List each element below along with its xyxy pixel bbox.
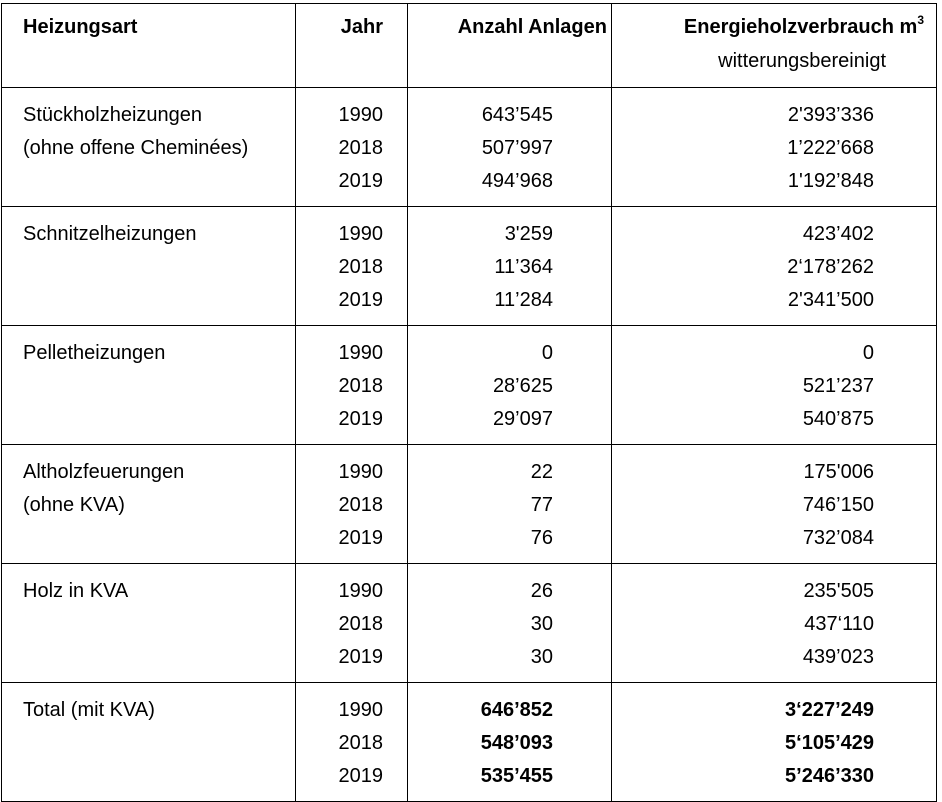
energie-cell xyxy=(612,564,937,683)
anzahl-value: 26 xyxy=(530,580,553,602)
energie-total: 3‘227’249 xyxy=(785,699,874,721)
category-line xyxy=(23,284,295,317)
year-value: 1990 xyxy=(338,580,383,602)
energie-value: 2'341’500 xyxy=(787,289,874,311)
header-heizungsart: Heizungsart xyxy=(2,4,296,88)
table-row xyxy=(2,445,937,564)
energie-value: 1’222’668 xyxy=(787,137,874,159)
anzahl-cell xyxy=(408,564,612,683)
energie-value: 437‘110 xyxy=(804,613,874,635)
year-cell xyxy=(296,326,408,445)
anzahl-total: 535’455 xyxy=(480,765,553,787)
anzahl-value: 0 xyxy=(541,342,553,364)
category-line xyxy=(23,608,295,641)
year-value: 2018 xyxy=(338,256,383,278)
category-line xyxy=(23,641,295,674)
header-jahr: Jahr xyxy=(296,4,408,88)
category-cell xyxy=(2,207,296,326)
table-row xyxy=(2,88,937,207)
total-row xyxy=(2,683,937,802)
year-cell xyxy=(296,88,408,207)
category-line xyxy=(23,522,295,555)
table-row xyxy=(2,207,937,326)
year-value: 2018 xyxy=(338,375,383,397)
category-line xyxy=(23,403,295,436)
year-value: 2018 xyxy=(338,613,383,635)
year-value: 2018 xyxy=(338,137,383,159)
category-line xyxy=(23,165,295,198)
header-energie xyxy=(612,4,937,88)
year-cell xyxy=(296,445,408,564)
energie-value: 746’150 xyxy=(802,494,874,516)
energie-cell xyxy=(612,445,937,564)
category-line: Altholzfeuerungen xyxy=(23,461,185,483)
energieholz-table xyxy=(1,3,937,802)
year-value: 1990 xyxy=(338,223,383,245)
category-line xyxy=(23,251,295,284)
table-row xyxy=(2,326,937,445)
anzahl-value: 29’097 xyxy=(492,408,553,430)
category-line: Holz in KVA xyxy=(23,580,129,602)
energie-value: 423’402 xyxy=(802,223,874,245)
anzahl-total: 646’852 xyxy=(480,699,553,721)
anzahl-cell xyxy=(408,88,612,207)
anzahl-value: 11’284 xyxy=(494,289,553,311)
year-value: 2019 xyxy=(338,527,383,549)
anzahl-value: 22 xyxy=(530,461,553,483)
energie-value: 0 xyxy=(862,342,874,364)
category-cell xyxy=(2,88,296,207)
anzahl-cell xyxy=(408,326,612,445)
anzahl-value: 28’625 xyxy=(492,375,553,397)
year-value: 2019 xyxy=(338,289,383,311)
year-value: 2019 xyxy=(338,765,383,787)
category-line: Schnitzelheizungen xyxy=(23,223,197,245)
energie-value: 175'006 xyxy=(803,461,874,483)
year-value: 1990 xyxy=(338,699,383,721)
year-value: 1990 xyxy=(338,461,383,483)
category-line: Stückholzheizungen xyxy=(23,104,203,126)
category-line: Pelletheizungen xyxy=(23,342,166,364)
anzahl-value: 76 xyxy=(530,527,553,549)
energie-total: 5’246’330 xyxy=(785,765,874,787)
anzahl-cell xyxy=(408,445,612,564)
energie-value: 235'505 xyxy=(803,580,874,602)
anzahl-value: 30 xyxy=(530,646,553,668)
anzahl-value: 30 xyxy=(530,613,553,635)
table-row xyxy=(2,564,937,683)
energie-value: 2‘178’262 xyxy=(787,256,874,278)
energie-value: 2'393’336 xyxy=(787,104,874,126)
energie-value: 1'192’848 xyxy=(787,170,874,192)
year-value: 2018 xyxy=(338,494,383,516)
energie-value: 732’084 xyxy=(802,527,874,549)
year-cell xyxy=(296,564,408,683)
energie-value: 540’875 xyxy=(802,408,874,430)
header-energie-label: Energieholzverbrauch m xyxy=(683,16,918,38)
year-value: 1990 xyxy=(338,342,383,364)
category-cell xyxy=(2,445,296,564)
year-value: 2019 xyxy=(338,646,383,668)
anzahl-cell xyxy=(408,683,612,802)
category-line: (ohne KVA) xyxy=(23,494,125,516)
year-cell xyxy=(296,683,408,802)
category-line: (ohne offene Cheminées) xyxy=(23,137,249,159)
header-row xyxy=(2,4,937,88)
anzahl-value: 643’545 xyxy=(481,104,553,126)
anzahl-value: 507’997 xyxy=(481,137,553,159)
anzahl-value: 3'259 xyxy=(504,223,553,245)
anzahl-total: 548’093 xyxy=(480,732,553,754)
category-line xyxy=(23,760,295,793)
anzahl-value: 77 xyxy=(530,494,553,516)
anzahl-value: 11’364 xyxy=(494,256,553,278)
header-energie-sup: 3 xyxy=(917,13,924,27)
category-line xyxy=(23,370,295,403)
energie-value: 439’023 xyxy=(802,646,874,668)
category-line xyxy=(23,727,295,760)
year-value: 2019 xyxy=(338,170,383,192)
year-value: 2019 xyxy=(338,408,383,430)
category-line: Total (mit KVA) xyxy=(23,699,155,721)
anzahl-value: 494’968 xyxy=(481,170,553,192)
anzahl-cell xyxy=(408,207,612,326)
energie-cell xyxy=(612,207,937,326)
header-energie-sub: witterungsbereinigt xyxy=(718,50,886,72)
category-cell xyxy=(2,683,296,802)
energie-total: 5‘105’429 xyxy=(785,732,874,754)
category-cell xyxy=(2,326,296,445)
category-cell xyxy=(2,564,296,683)
year-value: 2018 xyxy=(338,732,383,754)
energie-cell xyxy=(612,88,937,207)
energie-cell xyxy=(612,683,937,802)
year-value: 1990 xyxy=(338,104,383,126)
energie-value: 521’237 xyxy=(802,375,874,397)
year-cell xyxy=(296,207,408,326)
energie-cell xyxy=(612,326,937,445)
header-anzahl: Anzahl Anlagen xyxy=(408,4,612,88)
